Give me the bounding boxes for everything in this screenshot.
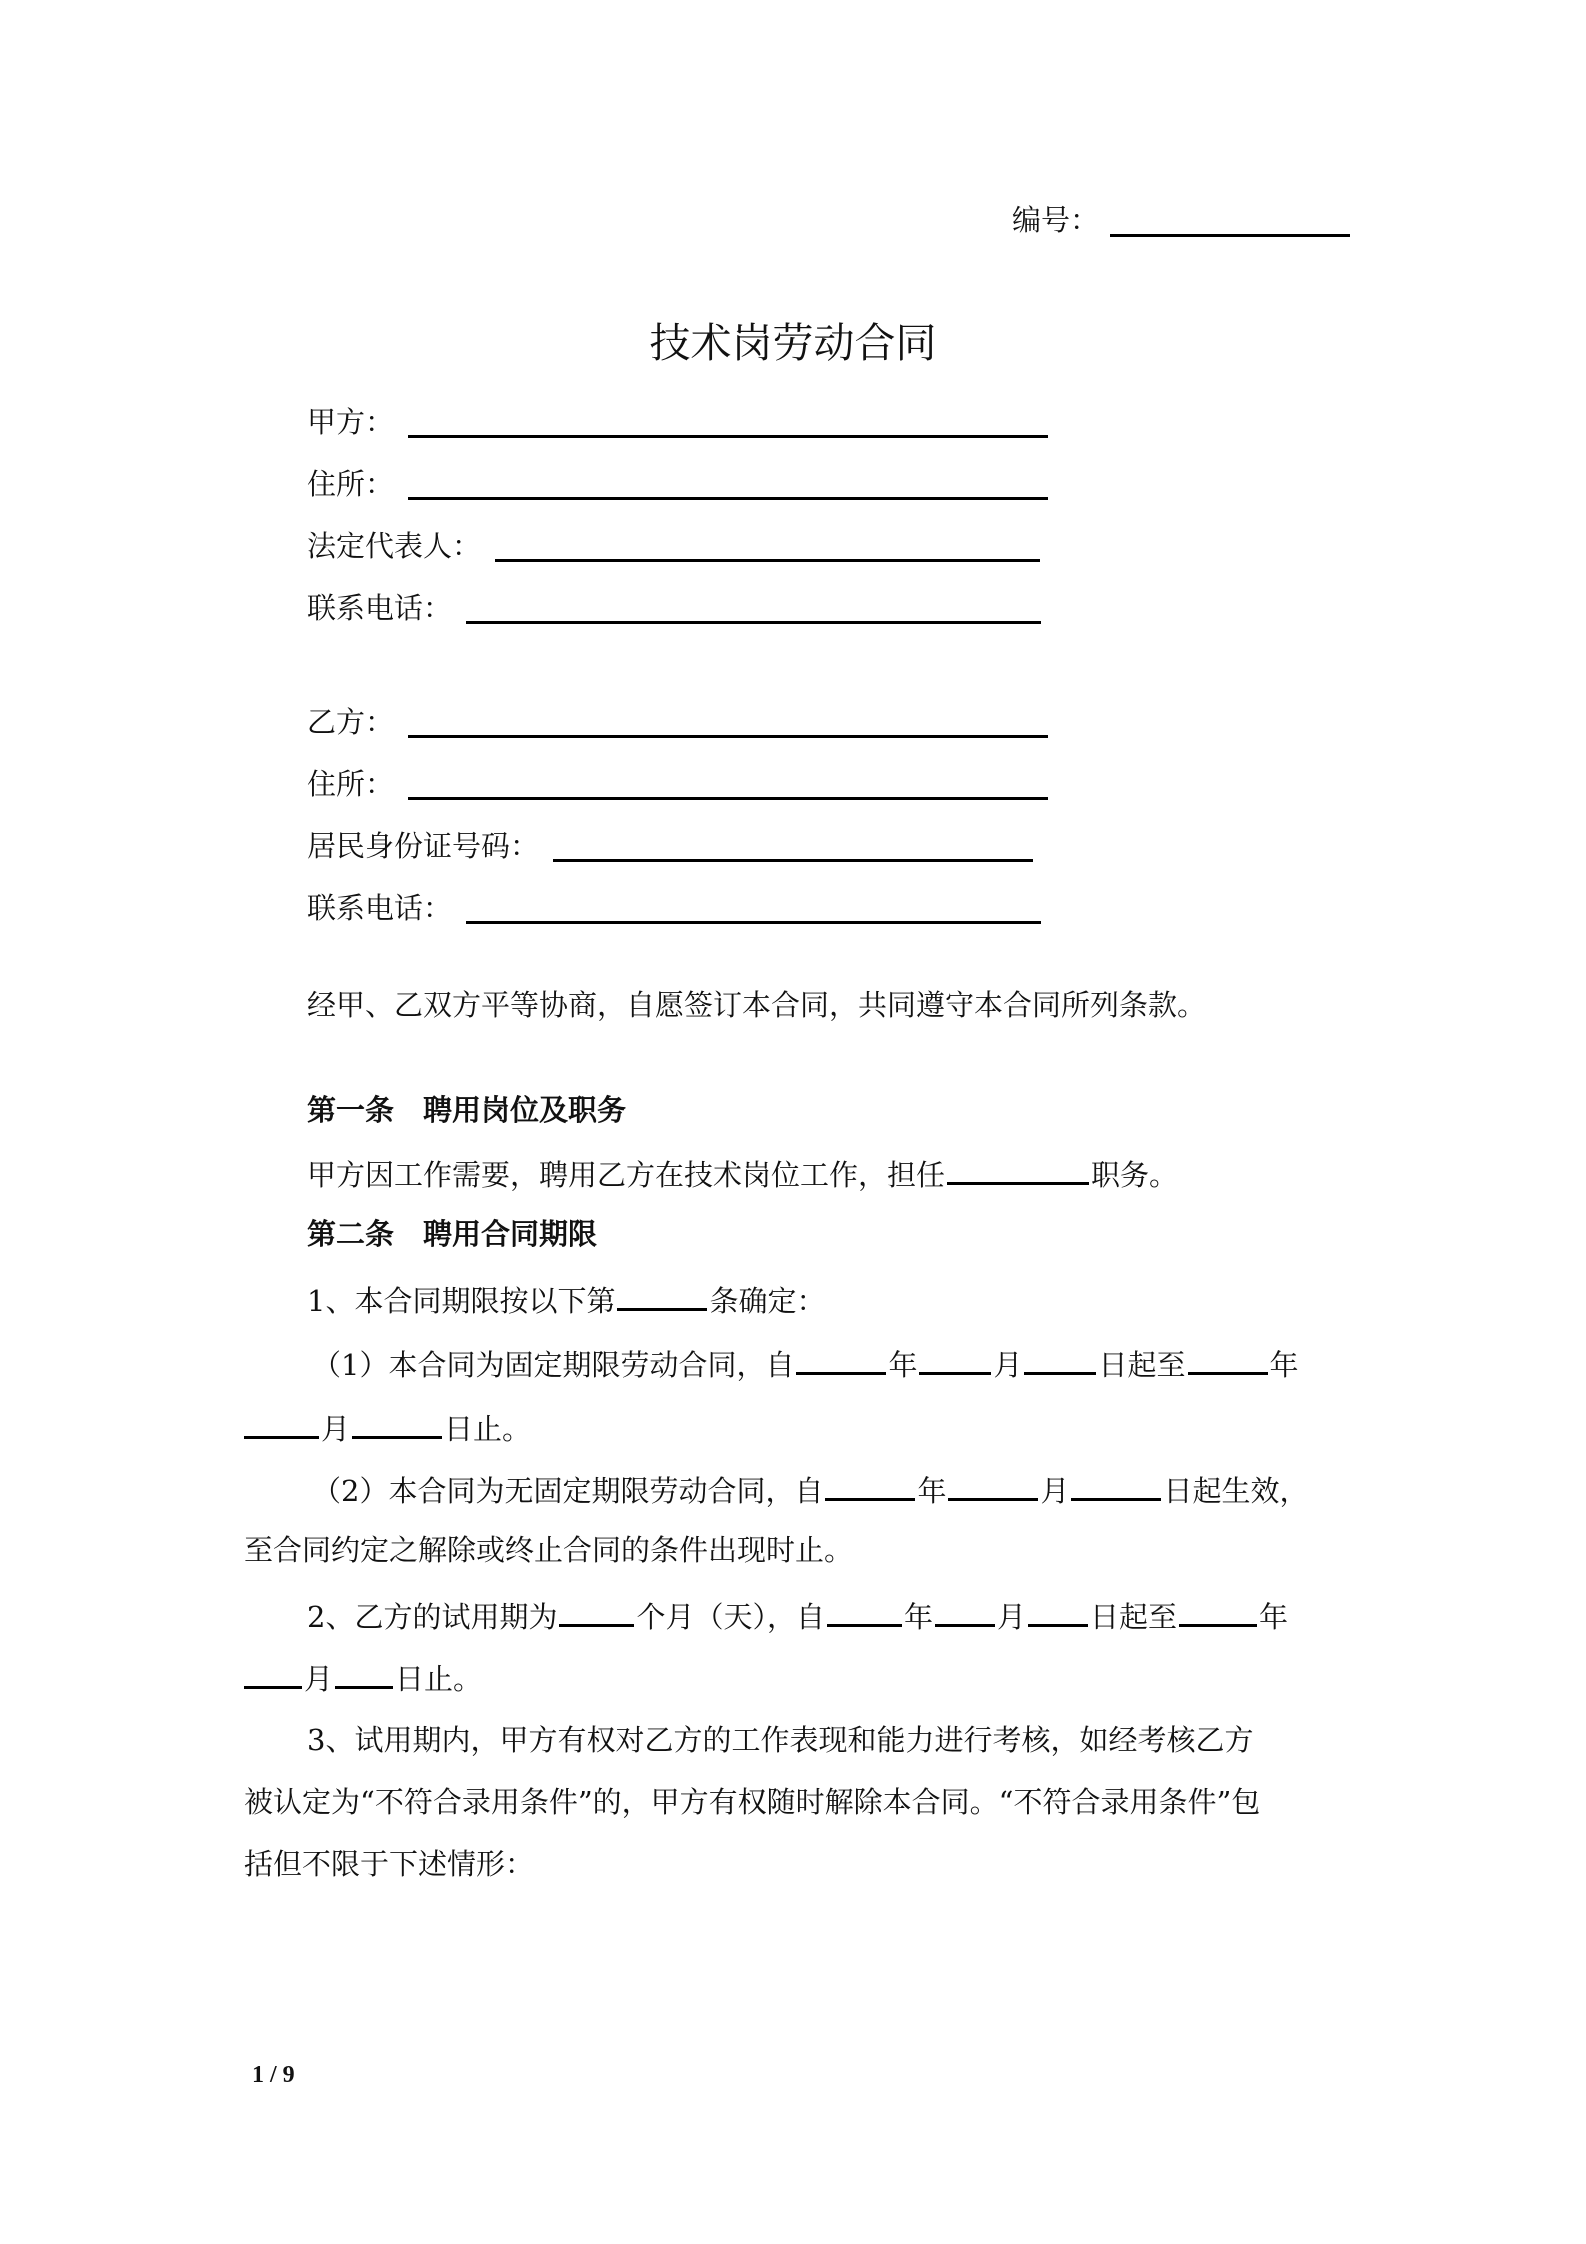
year-label: 年 xyxy=(1269,1348,1299,1382)
page-number: 1 / 9 xyxy=(252,2062,295,2088)
article-1-body xyxy=(307,1152,1178,1195)
term-selection-text: 1、本合同期限按以下第 xyxy=(307,1284,616,1318)
year-label: 年 xyxy=(903,1600,933,1634)
effective-month-blank[interactable] xyxy=(948,1468,1038,1501)
effective-day-blank[interactable] xyxy=(1071,1468,1161,1501)
serial-number-label: 编号： xyxy=(1012,203,1100,237)
document-title: 技术岗劳动合同 xyxy=(649,319,937,367)
field-label: 住所： xyxy=(307,767,395,801)
article-1-heading: 第一条 聘用岗位及职务 xyxy=(307,1093,627,1127)
fill-blank[interactable] xyxy=(408,467,1048,500)
probation-unit-text: 个月（天），自 xyxy=(636,1600,825,1634)
open-term-line-2: 至合同约定之解除或终止合同的条件出现时止。 xyxy=(244,1533,854,1567)
position-blank[interactable] xyxy=(947,1152,1089,1185)
field-label: 甲方： xyxy=(307,405,395,439)
month-label: 月 xyxy=(304,1662,334,1696)
term-selection-line xyxy=(307,1278,825,1321)
start-day-blank[interactable] xyxy=(1024,1342,1096,1375)
year-label: 年 xyxy=(917,1474,947,1508)
open-term-text: （2）本合同为无固定期限劳动合同，自 xyxy=(312,1474,824,1508)
day-effective-label: 日起生效， xyxy=(1163,1474,1309,1508)
probation-length-blank[interactable] xyxy=(559,1594,634,1627)
field-label: 乙方： xyxy=(307,705,395,739)
article-1-text: 甲方因工作需要，聘用乙方在技术岗位工作，担任 xyxy=(307,1158,946,1192)
fill-blank[interactable] xyxy=(495,529,1040,562)
intro-paragraph: 经甲、乙双方平等协商，自愿签订本合同，共同遵守本合同所列条款。 xyxy=(307,988,1207,1022)
year-label: 年 xyxy=(888,1348,918,1382)
day-end-label: 日止。 xyxy=(444,1412,532,1446)
day-end-label: 日止。 xyxy=(395,1662,483,1696)
probation-end-year-blank[interactable] xyxy=(1179,1594,1257,1627)
fill-blank[interactable] xyxy=(408,705,1048,738)
month-label: 月 xyxy=(993,1348,1023,1382)
effective-year-blank[interactable] xyxy=(825,1468,915,1501)
probation-start-year-blank[interactable] xyxy=(827,1594,902,1627)
party-b-phone-field xyxy=(307,888,1041,928)
probation-line-2 xyxy=(244,1656,482,1699)
end-month-blank[interactable] xyxy=(244,1406,319,1439)
end-year-blank[interactable] xyxy=(1188,1342,1268,1375)
probation-end-month-blank[interactable] xyxy=(244,1656,302,1689)
term-selection-text-end: 条确定： xyxy=(709,1284,826,1318)
party-a-name-field xyxy=(307,402,1048,442)
month-label: 月 xyxy=(1040,1474,1070,1508)
party-b-address-field xyxy=(307,764,1048,804)
start-year-blank[interactable] xyxy=(796,1342,886,1375)
field-label: 联系电话： xyxy=(307,891,453,925)
end-day-blank[interactable] xyxy=(352,1406,442,1439)
day-from-label: 日起至 xyxy=(1090,1600,1178,1634)
serial-number-blank[interactable] xyxy=(1110,234,1350,237)
fixed-term-line-1 xyxy=(312,1342,1299,1385)
year-label: 年 xyxy=(1259,1600,1289,1634)
fill-blank[interactable] xyxy=(466,891,1041,924)
party-a-legal-rep-field xyxy=(307,526,1040,566)
probation-start-month-blank[interactable] xyxy=(935,1594,995,1627)
party-a-address-field xyxy=(307,464,1048,504)
party-b-id-number-field xyxy=(307,826,1033,866)
field-label: 法定代表人： xyxy=(307,529,482,563)
probation-line-1 xyxy=(307,1594,1288,1637)
party-a-phone-field xyxy=(307,588,1041,628)
probation-text: 2、乙方的试用期为 xyxy=(307,1600,558,1634)
item-3-line-2: 被认定为“不符合录用条件”的，甲方有权随时解除本合同。“不符合录用条件”包 xyxy=(244,1785,1261,1819)
open-term-line-1 xyxy=(312,1468,1309,1511)
fill-blank[interactable] xyxy=(466,591,1041,624)
field-label: 住所： xyxy=(307,467,395,501)
probation-start-day-blank[interactable] xyxy=(1028,1594,1088,1627)
probation-end-day-blank[interactable] xyxy=(335,1656,393,1689)
start-month-blank[interactable] xyxy=(919,1342,991,1375)
fill-blank[interactable] xyxy=(553,829,1033,862)
item-3-line-3: 括但不限于下述情形： xyxy=(244,1847,535,1881)
term-option-blank[interactable] xyxy=(617,1278,707,1311)
fixed-term-line-2 xyxy=(244,1406,531,1449)
fixed-term-text: （1）本合同为固定期限劳动合同，自 xyxy=(312,1348,795,1382)
article-1-text-end: 职务。 xyxy=(1091,1158,1179,1192)
day-from-label: 日起至 xyxy=(1098,1348,1186,1382)
field-label: 联系电话： xyxy=(307,591,453,625)
field-label: 居民身份证号码： xyxy=(307,829,540,863)
article-2-heading: 第二条 聘用合同期限 xyxy=(307,1217,598,1251)
fill-blank[interactable] xyxy=(408,405,1048,438)
month-label: 月 xyxy=(996,1600,1026,1634)
serial-number-field xyxy=(1012,200,1099,240)
month-label: 月 xyxy=(321,1412,351,1446)
item-3-line-1: 3、试用期内，甲方有权对乙方的工作表现和能力进行考核，如经考核乙方 xyxy=(307,1723,1254,1757)
fill-blank[interactable] xyxy=(408,767,1048,800)
party-b-name-field xyxy=(307,702,1048,742)
